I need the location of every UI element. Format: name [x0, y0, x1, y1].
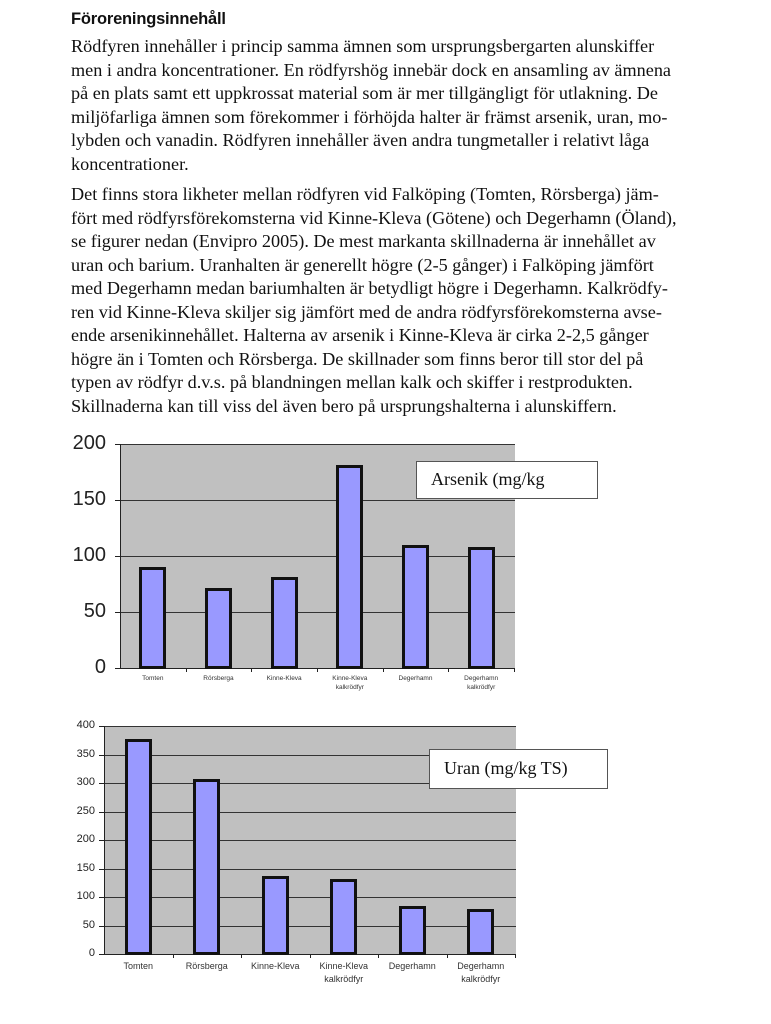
x-tick	[447, 954, 448, 958]
text-line: typen av rödfyr d.v.s. på blandningen mellan kalk och skiffer i restprodukten.	[71, 372, 633, 392]
x-tick	[317, 668, 318, 672]
text-line: men i andra koncentrationer. En rödfyrshög innebär dock en ansamling av ämnena	[71, 59, 671, 80]
y-tick	[115, 556, 120, 557]
x-tick	[514, 668, 515, 672]
x-label-line: kalkrödfyr	[461, 974, 501, 985]
x-label-line: Rörsberga	[203, 675, 234, 682]
y-tick	[99, 897, 104, 898]
text-line: på en plats samt ett uppkrossat material som är mer tillgängligt för utlakning. De	[71, 83, 658, 103]
bar-degerhamn	[399, 906, 426, 955]
y-axis-label: 100	[76, 890, 95, 903]
y-tick	[115, 500, 120, 501]
y-tick	[99, 783, 104, 784]
text-line: med Degerhamn medan bariumhalten är betydligt högre i Degerhamn. Kalkrödfy-	[71, 278, 668, 298]
gridline	[121, 444, 515, 445]
bar-tomten	[125, 739, 152, 955]
paragraph-1	[71, 35, 751, 176]
x-tick	[310, 954, 311, 958]
section-heading: Föroreningsinnehåll	[71, 10, 226, 28]
bar-degerhamn-kalkrödfyr	[468, 547, 495, 669]
x-label-line: Degerhamn	[388, 961, 436, 971]
text-line: se figurer nedan (Envipro 2005). De mest markanta skillnaderna är innehållet av	[71, 231, 656, 251]
x-label-line: Degerhamn	[464, 675, 499, 682]
y-axis-label: 200	[76, 833, 95, 846]
x-axis-label	[448, 674, 514, 693]
y-axis-label: 400	[76, 719, 95, 732]
x-label-line: kalkrödfyr	[467, 684, 496, 692]
x-label-line: Degerhamn	[457, 961, 505, 971]
gridline	[105, 726, 516, 727]
y-tick	[99, 812, 104, 813]
y-tick	[99, 926, 104, 927]
y-axis-label: 250	[76, 804, 95, 817]
text-line: koncentrationer.	[71, 153, 189, 174]
x-label-line: kalkrödfyr	[335, 684, 364, 692]
x-axis-label	[447, 960, 516, 986]
x-label-line: Kinne-Kleva	[266, 675, 302, 682]
x-axis-label	[241, 960, 310, 973]
y-axis-label: 350	[76, 747, 95, 760]
x-axis-label	[173, 960, 242, 973]
y-tick	[99, 755, 104, 756]
gridline	[121, 612, 515, 613]
y-tick	[99, 726, 104, 727]
paragraph-2	[71, 183, 751, 418]
text-line: lybden och vanadin. Rödfyren innehåller även andra tungmetaller i relativt låga	[71, 130, 650, 150]
bar-kinne-kleva-kalkrödfyr	[330, 879, 357, 955]
y-tick	[115, 612, 120, 613]
x-label-line: Kinne-Kleva	[319, 961, 369, 971]
x-tick	[515, 954, 516, 958]
x-axis-label	[383, 674, 449, 683]
x-tick	[378, 954, 379, 958]
y-axis-label: 0	[94, 655, 106, 678]
y-axis-label: 0	[88, 947, 95, 960]
text-line: Rödfyren innehåller i princip samma ämnen som ursprungsbergarten alunskiffer	[71, 36, 655, 56]
bar-rörsberga	[205, 588, 232, 669]
x-label-line: Tomten	[123, 961, 153, 971]
y-axis-label: 150	[76, 861, 95, 874]
x-label-line: Rörsberga	[185, 961, 228, 971]
x-tick	[173, 954, 174, 958]
x-tick	[241, 954, 242, 958]
x-tick	[251, 668, 252, 672]
bar-rörsberga	[193, 779, 220, 955]
gridline	[105, 897, 516, 898]
x-axis-label	[251, 674, 317, 683]
x-label-line: kalkrödfyr	[324, 974, 364, 985]
x-tick	[448, 668, 449, 672]
gridline	[121, 556, 515, 557]
y-tick	[99, 840, 104, 841]
gridline	[105, 812, 516, 813]
x-axis-label	[310, 960, 379, 986]
text-line: Skillnaderna kan till viss del även bero på ursprungshalterna i alunskiffern.	[71, 395, 617, 416]
y-axis-label: 200	[72, 431, 106, 454]
x-label-line: Tomten	[142, 675, 164, 682]
chart-title-box: Uran (mg/kg TS)	[429, 749, 608, 789]
text-line: miljöfarliga ämnen som förekommer i förhöjda halter är främst arsenik, uran, mo-	[71, 106, 668, 127]
text-line: uran och barium. Uranhalten är generellt högre (2-5 gånger) i Falköping jämfört	[71, 254, 654, 275]
bar-kinne-kleva	[271, 577, 298, 669]
x-tick	[383, 668, 384, 672]
bar-kinne-kleva-kalkrödfyr	[336, 465, 363, 669]
gridline	[121, 500, 515, 501]
x-axis-label	[317, 674, 383, 693]
y-axis-label: 50	[82, 918, 95, 931]
x-label-line: Kinne-Kleva	[250, 961, 300, 971]
gridline	[105, 869, 516, 870]
bar-kinne-kleva	[262, 876, 289, 955]
y-axis-label: 150	[72, 487, 106, 510]
x-axis-label	[104, 960, 173, 973]
bar-degerhamn	[402, 545, 429, 669]
y-axis-label: 100	[72, 543, 106, 566]
x-tick	[186, 668, 187, 672]
text-line: fört med rödfyrsförekomsterna vid Kinne-Kleva (Götene) och Degerhamn (Öland),	[71, 207, 677, 228]
y-axis-label: 50	[83, 599, 106, 622]
bar-tomten	[139, 567, 166, 669]
x-axis-label	[186, 674, 252, 683]
chart-title-box: Arsenik (mg/kg	[416, 461, 598, 499]
gridline	[105, 840, 516, 841]
text-line: ren vid Kinne-Kleva skiljer sig jämfört med de andra rödfyrsförekomsterna avse-	[71, 301, 662, 322]
bar-degerhamn-kalkrödfyr	[467, 909, 494, 955]
text-line: ende arsenikinnehållet. Halterna av arsenik i Kinne-Kleva är cirka 2-2,5 gånger	[71, 325, 649, 345]
x-axis-label	[120, 674, 186, 683]
x-axis-label	[378, 960, 447, 973]
y-axis-label: 300	[76, 776, 95, 789]
text-line: Det finns stora likheter mellan rödfyren vid Falköping (Tomten, Rörsberga) jäm-	[71, 184, 659, 204]
y-tick	[99, 869, 104, 870]
x-label-line: Kinne-Kleva	[332, 675, 368, 682]
text-line: högre än i Tomten och Rörsberga. De skillnader som finns beror till stor del på	[71, 348, 644, 369]
y-tick	[115, 444, 120, 445]
x-label-line: Degerhamn	[398, 675, 433, 682]
gridline	[105, 926, 516, 927]
